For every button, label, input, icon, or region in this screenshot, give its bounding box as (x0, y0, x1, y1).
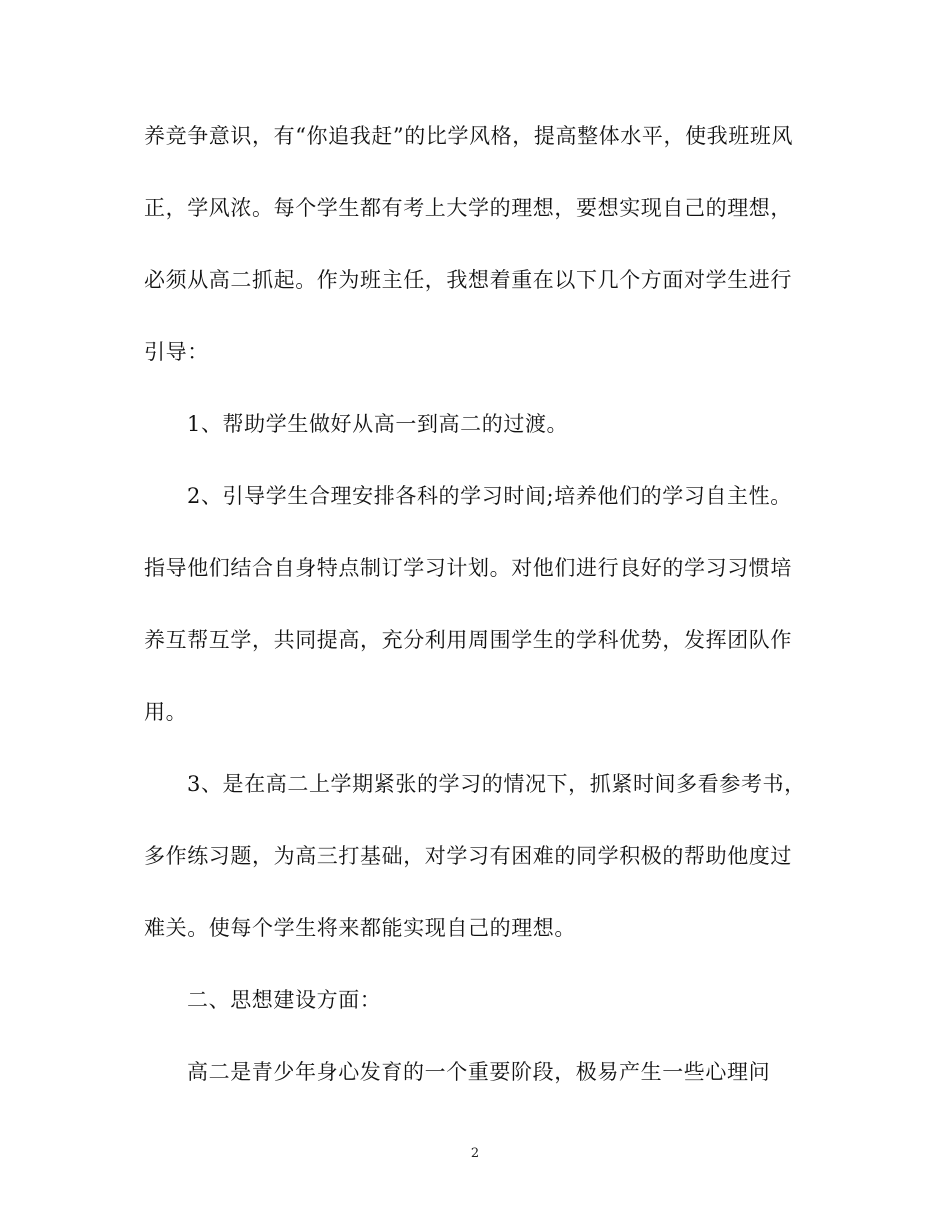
text-line: 养互帮互学，共同提高，充分利用周围学生的学科优势，发挥团队作 (144, 628, 792, 652)
text-line: 正，学风浓。每个学生都有考上大学的理想，要想实现自己的理想， (144, 196, 792, 220)
text-line: 必须从高二抓起。作为班主任，我想着重在以下几个方面对学生进行 (144, 268, 792, 292)
text-line: 多作练习题，为高三打基础，对学习有困难的同学积极的帮助他度过 (144, 844, 792, 868)
list-item: 2、引导学生合理安排各科的学习时间;培养他们的学习自主性。 (187, 484, 792, 508)
paragraph-start: 高二是青少年身心发育的一个重要阶段，极易产生一些心理问 (187, 1060, 771, 1084)
text-line: 指导他们结合自身特点制订学习计划。对他们进行良好的学习习惯培 (144, 556, 792, 580)
text-line: 养竞争意识，有“你追我赶”的比学风格，提高整体水平，使我班班风 (144, 124, 794, 148)
text-line: 用。 (144, 700, 188, 724)
text-line: 引导： (144, 340, 209, 364)
list-item: 1、帮助学生做好从高一到高二的过渡。 (187, 412, 569, 436)
page-number: 2 (470, 1146, 480, 1161)
list-item: 3、是在高二上学期紧张的学习的情况下，抓紧时间多看参考书， (187, 772, 806, 796)
body-text (144, 118, 808, 1126)
text-line: 难关。使每个学生将来都能实现自己的理想。 (144, 916, 576, 940)
section-heading: 二、思想建设方面： (187, 988, 382, 1012)
